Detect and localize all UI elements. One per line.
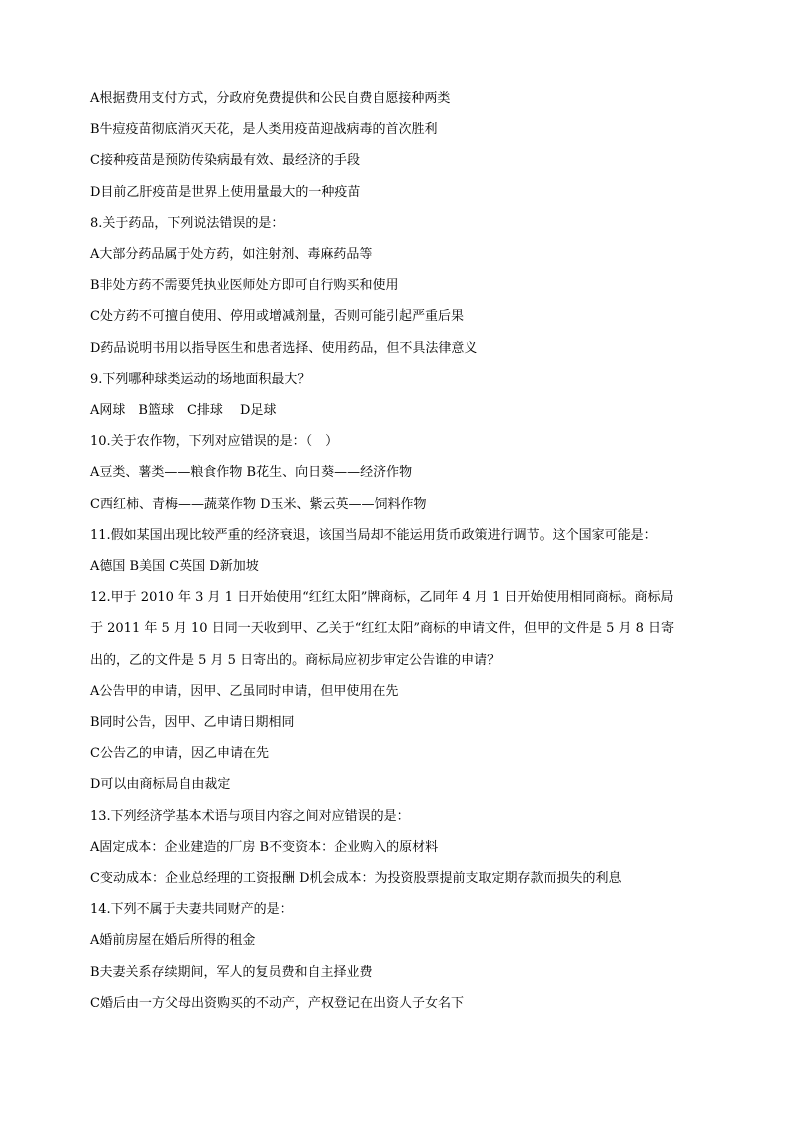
text-line: C变动成本：企业总经理的工资报酬 D机会成本：为投资股票提前支取定期存款而损失的利息 — [90, 871, 622, 886]
text-line: B牛痘疫苗彻底消灭天花，是人类用疫苗迎战病毒的首次胜利 — [90, 122, 438, 137]
text-line: 14.下列不属于夫妻共同财产的是： — [90, 902, 293, 917]
text-line: 12.甲于 2010 年 3 月 1 日开始使用“红红太阳”牌商标，乙同年 4 月 1 日开始使用相同商标。商标局 — [90, 590, 674, 605]
text-line: A公告甲的申请，因甲、乙虽同时申请，但甲使用在先 — [90, 684, 399, 699]
text-line: B同时公告，因甲、乙申请日期相同 — [90, 715, 295, 730]
text-line: C处方药不可擅自使用、停用或增减剂量，否则可能引起严重后果 — [90, 309, 464, 324]
text-line: D可以由商标局自由裁定 — [90, 777, 231, 792]
text-line: 8.关于药品，下列说法错误的是： — [90, 216, 285, 231]
text-line: 出的，乙的文件是 5 月 5 日寄出的。商标局应初步审定公告谁的申请？ — [90, 653, 501, 668]
text-line: A网球 B篮球 C排球 D足球 — [90, 403, 277, 418]
text-line: A婚前房屋在婚后所得的租金 — [90, 933, 256, 948]
text-line: A大部分药品属于处方药，如注射剂、毒麻药品等 — [90, 247, 373, 262]
text-line: D药品说明书用以指导医生和患者选择、使用药品，但不具法律意义 — [90, 341, 478, 356]
text-line: B非处方药不需要凭执业医师处方即可自行购买和使用 — [90, 278, 399, 293]
text-line: B夫妻关系存续期间，军人的复员费和自主择业费 — [90, 965, 373, 980]
text-line: C公告乙的申请，因乙申请在先 — [90, 746, 269, 761]
text-line: A根据费用支付方式，分政府免费提供和公民自费自愿接种两类 — [90, 91, 451, 106]
text-line: C接种疫苗是预防传染病最有效、最经济的手段 — [90, 153, 360, 168]
text-line: C婚后由一方父母出资购买的不动产，产权登记在出资人子女名下 — [90, 996, 464, 1011]
text-line: A德国 B美国 C英国 D新加坡 — [90, 559, 259, 574]
text-line: 于 2011 年 5 月 10 日同一天收到甲、乙关于“红红太阳”商标的申请文件，但甲的文件是 5 月 8 日寄 — [90, 621, 675, 636]
text-line: C西红柿、青梅——蔬菜作物 D玉米、紫云英——饲料作物 — [90, 497, 427, 512]
text-line: A豆类、薯类——粮食作物 B花生、向日葵——经济作物 — [90, 465, 413, 480]
text-line: 11.假如某国出现比较严重的经济衰退，该国当局却不能运用货币政策进行调节。这个国家可能是： — [90, 528, 657, 543]
text-line: 13.下列经济学基本术语与项目内容之间对应错误的是： — [90, 809, 410, 824]
text-line: A固定成本：企业建造的厂房 B不变资本：企业购入的原材料 — [90, 840, 439, 855]
text-line: 10.关于农作物，下列对应错误的是：（ ） — [90, 434, 339, 449]
text-line: 9.下列哪种球类运动的场地面积最大？ — [90, 372, 311, 387]
text-line: D目前乙肝疫苗是世界上使用量最大的一种疫苗 — [90, 185, 361, 200]
